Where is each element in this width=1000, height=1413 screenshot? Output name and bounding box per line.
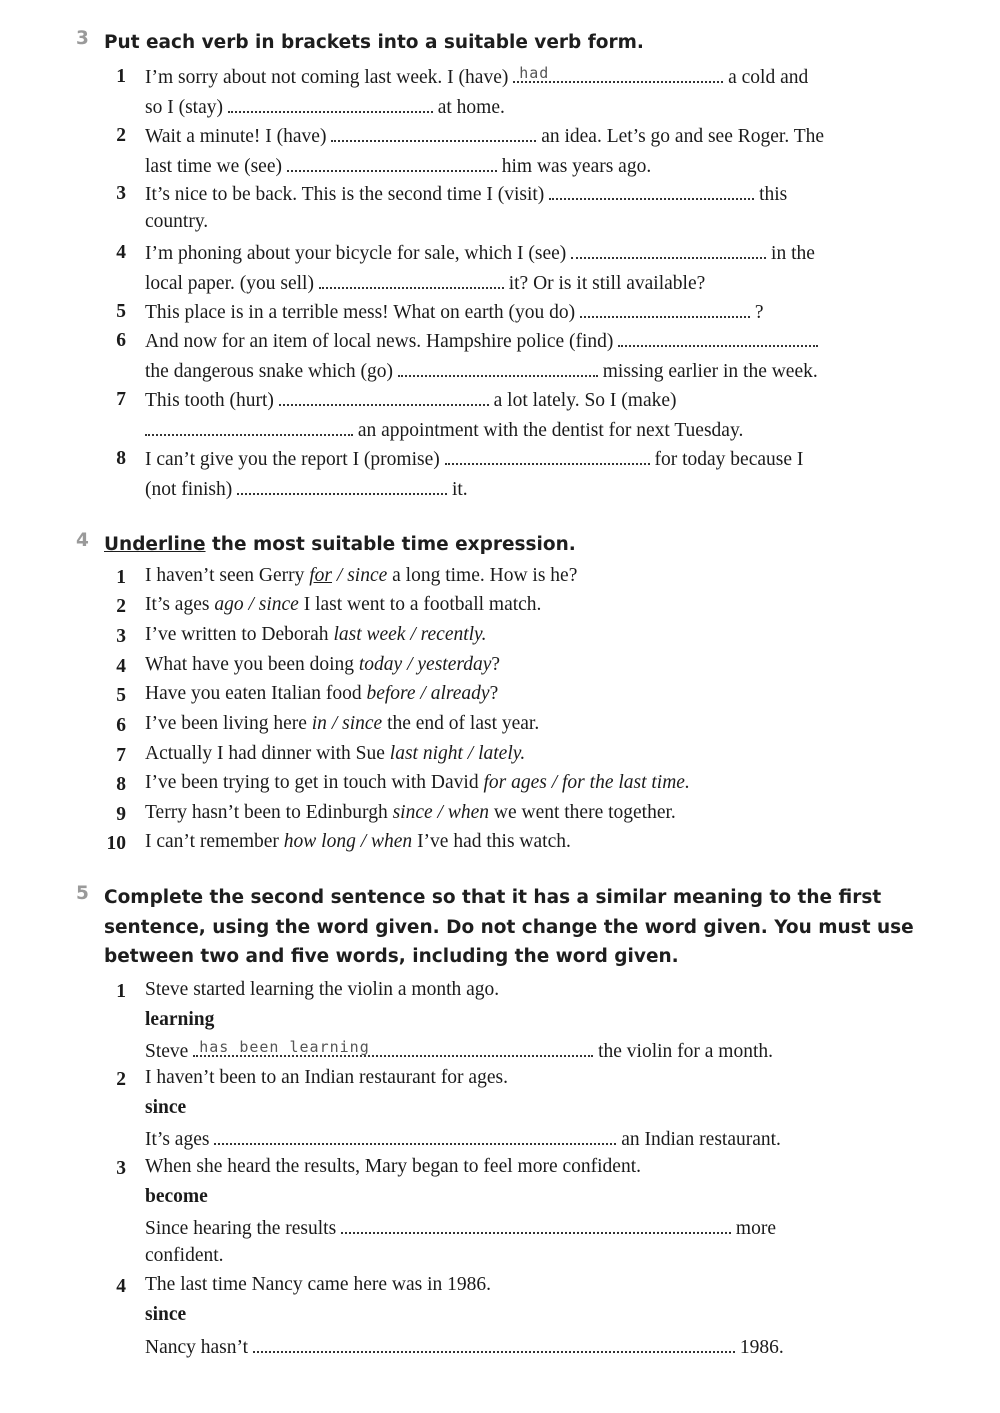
exercise-3-heading bbox=[76, 28, 644, 58]
ex5-item-3-answer-line bbox=[145, 1215, 776, 1240]
item-number: 2 bbox=[116, 596, 126, 617]
option-separator: / bbox=[402, 654, 418, 675]
option-choice[interactable]: lately bbox=[478, 743, 521, 764]
item-number: 3 bbox=[116, 183, 126, 204]
sentence-text: . bbox=[684, 772, 690, 793]
ex5-item-3-answer-line-2: confident. bbox=[145, 1245, 224, 1266]
ex5-item-1-answer-line bbox=[145, 1038, 773, 1063]
sentence-text: Wait a minute! I (have) bbox=[145, 126, 332, 147]
option-separator: / bbox=[355, 831, 372, 852]
answer-blank[interactable] bbox=[228, 94, 433, 113]
ex5-item-2-answer-line bbox=[145, 1126, 781, 1151]
answer-blank[interactable] bbox=[398, 358, 598, 377]
option-choice[interactable]: when bbox=[447, 802, 489, 823]
sentence-text: a cold and bbox=[723, 67, 809, 88]
sentence-text: . bbox=[520, 743, 526, 764]
option-separator: / bbox=[415, 683, 431, 704]
ex3-item-6-line-1 bbox=[145, 328, 818, 353]
ex5-item-3-sentence: When she heard the results, Mary began to feel more confident. bbox=[145, 1156, 641, 1177]
ex3-item-4-line-2 bbox=[145, 270, 705, 295]
instruction-keyword: Underline bbox=[104, 534, 206, 555]
item-number: 2 bbox=[116, 125, 126, 146]
given-word: since bbox=[145, 1097, 187, 1118]
sentence-text: country. bbox=[145, 211, 209, 232]
sentence-text: Have you eaten Italian food bbox=[145, 683, 367, 704]
sentence-text: missing earlier in the week. bbox=[597, 361, 818, 382]
option-choice[interactable]: for ages bbox=[483, 772, 547, 793]
sentence-text: (not finish) bbox=[145, 479, 238, 500]
option-choice[interactable]: since bbox=[258, 594, 299, 615]
item-number: 9 bbox=[116, 804, 126, 825]
ex3-item-7-line-2 bbox=[145, 417, 743, 442]
option-choice[interactable]: for the last time bbox=[562, 772, 685, 793]
sentence-text: him was years ago. bbox=[496, 156, 652, 177]
sentence-text: I’ve been living here bbox=[145, 713, 312, 734]
sentence-text: ? bbox=[489, 683, 499, 704]
answer-blank[interactable] bbox=[580, 299, 750, 318]
ex5-item-1-sentence: Steve started learning the violin a month ago. bbox=[145, 979, 500, 1000]
option-choice[interactable]: since bbox=[392, 802, 433, 823]
handwritten-answer: has been learning bbox=[199, 1038, 370, 1056]
item-number: 4 bbox=[116, 1276, 126, 1297]
item-number: 3 bbox=[116, 626, 126, 647]
list-item bbox=[145, 683, 498, 705]
answer-blank[interactable] bbox=[445, 446, 650, 465]
sentence-text: it. bbox=[447, 479, 468, 500]
instruction-line: Complete the second sentence so that it has a similar meaning to the first bbox=[104, 887, 882, 908]
item-number: 2 bbox=[116, 1069, 126, 1090]
sentence-text: the end of last year. bbox=[382, 713, 540, 734]
instruction-line: between two and five words, including the word given. bbox=[104, 946, 679, 967]
ex3-item-1-line-1 bbox=[145, 64, 808, 89]
option-choice[interactable]: ago bbox=[214, 594, 244, 615]
answer-blank[interactable] bbox=[287, 153, 497, 172]
list-item bbox=[145, 831, 571, 853]
item-number: 5 bbox=[116, 685, 126, 706]
sentence-text: at home. bbox=[432, 97, 505, 118]
answer-blank[interactable] bbox=[253, 1334, 735, 1353]
ex3-item-2-line-1 bbox=[145, 123, 824, 148]
sentence-text: I last went to a football match. bbox=[298, 594, 542, 615]
item-number: 4 bbox=[116, 242, 126, 263]
ex3-item-1-line-2 bbox=[145, 94, 505, 119]
item-number: 7 bbox=[116, 745, 126, 766]
item-number: 1 bbox=[116, 66, 126, 87]
option-choice[interactable]: yesterday bbox=[417, 654, 492, 675]
sentence-text: This tooth (hurt) bbox=[145, 390, 279, 411]
sentence-text: Actually I had dinner with Sue bbox=[145, 743, 390, 764]
sentence-text: And now for an item of local news. Hampshire police (find) bbox=[145, 331, 619, 352]
sentence-text: we went there together. bbox=[489, 802, 676, 823]
sentence-text: I’ve been trying to get in touch with David bbox=[145, 772, 484, 793]
answer-blank[interactable] bbox=[513, 64, 723, 83]
exercise-number: 4 bbox=[76, 530, 89, 551]
ex3-item-6-line-2 bbox=[145, 358, 818, 383]
sentence-text: It’s ages bbox=[145, 1129, 215, 1150]
sentence-text: It’s ages bbox=[145, 594, 215, 615]
sentence-text: for today because I bbox=[649, 449, 804, 470]
sentence-text: it? Or is it still available? bbox=[503, 273, 706, 294]
given-word: since bbox=[145, 1304, 187, 1325]
answer-blank[interactable] bbox=[145, 417, 353, 436]
sentence-text: I’ve had this watch. bbox=[412, 831, 571, 852]
exercise-5-heading bbox=[76, 883, 914, 972]
exercise-instruction: Put each verb in brackets into a suitable verb form. bbox=[104, 32, 644, 53]
ex5-item-4-answer-line bbox=[145, 1334, 784, 1359]
option-choice[interactable]: in bbox=[311, 713, 327, 734]
option-separator: / bbox=[332, 565, 348, 586]
option-choice[interactable]: already bbox=[430, 683, 490, 704]
sentence-text: I’m phoning about your bicycle for sale, which I (see) bbox=[145, 243, 572, 264]
ex3-item-4-line-1 bbox=[145, 240, 815, 265]
ex5-item-2-sentence: I haven’t been to an Indian restaurant for ages. bbox=[145, 1067, 508, 1088]
option-separator: / bbox=[243, 594, 259, 615]
sentence-text: ? bbox=[750, 302, 764, 323]
option-separator: / bbox=[405, 624, 421, 645]
option-choice[interactable]: recently bbox=[420, 624, 482, 645]
answer-blank[interactable] bbox=[571, 240, 766, 259]
sentence-text: so I (stay) bbox=[145, 97, 228, 118]
option-choice[interactable]: last week bbox=[333, 624, 406, 645]
sentence-text: I can’t remember bbox=[145, 831, 284, 852]
sentence-text: ? bbox=[491, 654, 501, 675]
sentence-text: It’s nice to be back. This is the second time I (visit) bbox=[145, 184, 550, 205]
list-item bbox=[145, 772, 690, 794]
list-item bbox=[145, 713, 539, 735]
sentence-text: a lot lately. So I (make) bbox=[488, 390, 677, 411]
option-choice[interactable]: today bbox=[358, 654, 403, 675]
answer-blank[interactable] bbox=[331, 123, 536, 142]
given-word: learning bbox=[145, 1009, 215, 1030]
item-number: 8 bbox=[116, 448, 126, 469]
sentence-text: This place is in a terrible mess! What on earth (you do) bbox=[145, 302, 581, 323]
sentence-text: the dangerous snake which (go) bbox=[145, 361, 398, 382]
sentence-text: last time we (see) bbox=[145, 156, 287, 177]
option-choice[interactable]: since bbox=[347, 565, 388, 586]
option-choice[interactable]: how long bbox=[283, 831, 356, 852]
sentence-text: I’ve written to Deborah bbox=[145, 624, 334, 645]
sentence-text: the violin for a month. bbox=[593, 1041, 774, 1062]
list-item bbox=[145, 743, 525, 765]
option-choice[interactable]: for bbox=[309, 565, 333, 586]
sentence-text: a long time. How is he? bbox=[387, 565, 578, 586]
sentence-text: this bbox=[754, 184, 788, 205]
ex3-item-8-line-2 bbox=[145, 476, 468, 501]
list-item bbox=[145, 654, 500, 676]
sentence-text: Nancy hasn’t bbox=[145, 1337, 253, 1358]
list-item bbox=[145, 624, 487, 646]
handwritten-answer: had bbox=[519, 64, 550, 82]
answer-blank[interactable] bbox=[237, 476, 447, 495]
ex5-item-4-sentence: The last time Nancy came here was in 1986. bbox=[145, 1274, 492, 1295]
option-separator: / bbox=[462, 743, 479, 764]
item-number: 4 bbox=[116, 656, 126, 677]
sentence-text: What have you been doing bbox=[145, 654, 359, 675]
sentence-text: Steve bbox=[145, 1041, 194, 1062]
exercise-4-heading bbox=[76, 530, 576, 560]
exercise-instruction bbox=[104, 883, 914, 972]
ex3-item-2-line-2 bbox=[145, 153, 651, 178]
answer-blank[interactable] bbox=[319, 270, 504, 289]
option-choice[interactable]: before bbox=[366, 683, 416, 704]
option-choice[interactable]: last night bbox=[389, 743, 463, 764]
sentence-text: I’m sorry about not coming last week. I (have) bbox=[145, 67, 514, 88]
option-choice[interactable]: when bbox=[371, 831, 413, 852]
answer-blank[interactable] bbox=[549, 181, 754, 200]
sentence-text: . bbox=[481, 624, 487, 645]
sentence-text: I can’t give you the report I (promise) bbox=[145, 449, 445, 470]
item-number: 7 bbox=[116, 389, 126, 410]
list-item bbox=[145, 594, 541, 616]
sentence-text: I haven’t seen Gerry bbox=[145, 565, 310, 586]
option-choice[interactable]: since bbox=[342, 713, 383, 734]
sentence-text: an idea. Let’s go and see Roger. The bbox=[536, 126, 825, 147]
sentence-text: local paper. (you sell) bbox=[145, 273, 319, 294]
answer-blank[interactable] bbox=[193, 1038, 593, 1057]
instruction-line: sentence, using the word given. Do not change the word given. You must use bbox=[104, 916, 914, 938]
exercise-number: 3 bbox=[76, 28, 89, 49]
ex3-item-5-line-1 bbox=[145, 299, 764, 324]
item-number: 10 bbox=[106, 833, 126, 854]
item-number: 8 bbox=[116, 774, 126, 795]
sentence-text: Terry hasn’t been to Edinburgh bbox=[145, 802, 393, 823]
answer-blank[interactable] bbox=[341, 1215, 731, 1234]
given-word: become bbox=[145, 1186, 208, 1207]
instruction-text: the most suitable time expression. bbox=[205, 534, 576, 555]
item-number: 1 bbox=[116, 567, 126, 588]
sentence-text: more bbox=[731, 1218, 776, 1239]
list-item bbox=[145, 802, 676, 824]
item-number: 6 bbox=[116, 715, 126, 736]
item-number: 5 bbox=[116, 301, 126, 322]
ex3-item-3-line-1 bbox=[145, 181, 787, 206]
option-separator: / bbox=[326, 713, 343, 734]
option-separator: / bbox=[432, 802, 448, 823]
exercise-instruction bbox=[104, 530, 576, 560]
sentence-text: Since hearing the results bbox=[145, 1218, 342, 1239]
option-separator: / bbox=[546, 772, 563, 793]
list-item bbox=[145, 565, 577, 587]
answer-blank[interactable] bbox=[214, 1126, 616, 1145]
exercise-number: 5 bbox=[76, 883, 89, 904]
item-number: 3 bbox=[116, 1158, 126, 1179]
sentence-text: in the bbox=[766, 243, 815, 264]
sentence-text: an Indian restaurant. bbox=[616, 1129, 781, 1150]
ex3-item-3-line-2 bbox=[145, 211, 208, 233]
answer-blank[interactable] bbox=[618, 328, 818, 347]
ex3-item-7-line-1 bbox=[145, 387, 677, 412]
item-number: 6 bbox=[116, 330, 126, 351]
sentence-text: 1986. bbox=[734, 1337, 784, 1358]
ex3-item-8-line-1 bbox=[145, 446, 803, 471]
answer-blank[interactable] bbox=[279, 387, 489, 406]
item-number: 1 bbox=[116, 981, 126, 1002]
sentence-text: an appointment with the dentist for next Tuesday. bbox=[353, 420, 744, 441]
